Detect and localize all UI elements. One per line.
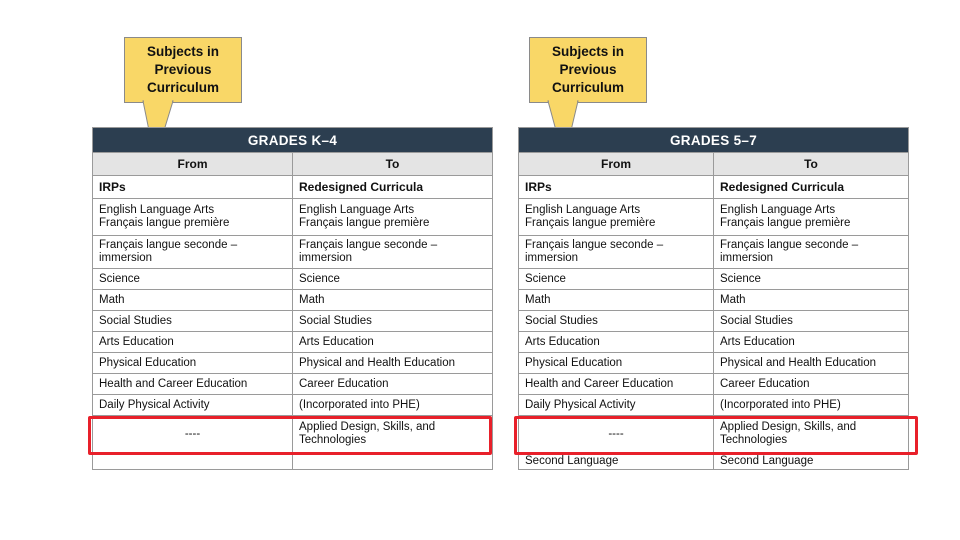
from-cell: Arts Education (519, 332, 714, 353)
to-cell (293, 199, 493, 236)
to-cell: Math (293, 290, 493, 311)
table-row (519, 353, 909, 374)
cell-line: Français langue seconde – (720, 239, 859, 251)
from-cell: Health and Career Education (519, 374, 714, 395)
cell-line: English Language Arts (525, 204, 641, 216)
table-row (93, 290, 493, 311)
from-cell: Social Studies (93, 311, 293, 332)
grades-k4-table (92, 127, 493, 470)
to-cell (714, 236, 909, 269)
to-cell: Math (714, 290, 909, 311)
table-row (519, 269, 909, 290)
table-row (93, 332, 493, 353)
to-column-header: To (293, 153, 493, 176)
from-cell: Science (519, 269, 714, 290)
to-cell: Career Education (714, 374, 909, 395)
table-row (93, 199, 493, 236)
table-row (93, 353, 493, 374)
to-cell: Social Studies (293, 311, 493, 332)
cell-line: Français langue première (299, 217, 430, 229)
to-cell: (Incorporated into PHE) (714, 395, 909, 416)
cell-line: immersion (720, 252, 774, 264)
callout-line: Previous (154, 62, 212, 77)
from-cell: Arts Education (93, 332, 293, 353)
cell-line: Applied Design, Skills, and (720, 421, 857, 433)
callout-previous-curriculum-k4 (124, 37, 242, 103)
from-cell: Physical Education (93, 353, 293, 374)
cell-line: English Language Arts (299, 204, 415, 216)
cell-line: English Language Arts (720, 204, 836, 216)
callout-line: Subjects in (551, 44, 624, 59)
callout-line: Subjects in (146, 44, 219, 59)
from-cell: Daily Physical Activity (519, 395, 714, 416)
from-cell: Social Studies (519, 311, 714, 332)
to-cell: Second Language (714, 453, 909, 470)
callout-line: Curriculum (146, 80, 219, 95)
callout-previous-curriculum-57 (529, 37, 647, 103)
table-row (519, 290, 909, 311)
cell-line: Français langue première (720, 217, 851, 229)
to-column-header: To (714, 153, 909, 176)
from-column-header: From (519, 153, 714, 176)
cell-line: Français langue seconde – (299, 239, 438, 251)
callout-line: Curriculum (551, 80, 624, 95)
from-cell: Daily Physical Activity (93, 395, 293, 416)
from-cell: Science (93, 269, 293, 290)
from-cell (93, 199, 293, 236)
table-row (93, 269, 493, 290)
from-cell (93, 236, 293, 269)
from-cell (519, 199, 714, 236)
to-subheader: Redesigned Curricula (293, 176, 493, 199)
to-cell (714, 199, 909, 236)
cell-line: Français langue seconde – (525, 239, 664, 251)
from-cell (93, 453, 293, 470)
table-row (93, 311, 493, 332)
cell-line: immersion (525, 252, 579, 264)
to-cell: Science (293, 269, 493, 290)
to-cell: Physical and Health Education (714, 353, 909, 374)
table-row (93, 374, 493, 395)
to-cell: Arts Education (293, 332, 493, 353)
callout-line: Previous (559, 62, 617, 77)
from-cell: ---- (93, 416, 293, 453)
cell-line: English Language Arts (99, 204, 215, 216)
to-cell: Physical and Health Education (293, 353, 493, 374)
table-row (519, 311, 909, 332)
cell-line: Applied Design, Skills, and (299, 421, 436, 433)
to-cell (714, 416, 909, 453)
to-subheader: Redesigned Curricula (714, 176, 909, 199)
table-row-highlighted (519, 416, 909, 453)
to-cell (293, 236, 493, 269)
to-cell (293, 453, 493, 470)
from-cell: Health and Career Education (93, 374, 293, 395)
table-row-highlighted (93, 416, 493, 453)
from-cell: ---- (519, 416, 714, 453)
to-cell: (Incorporated into PHE) (293, 395, 493, 416)
table-row (519, 236, 909, 269)
from-subheader: IRPs (93, 176, 293, 199)
table-row (519, 374, 909, 395)
from-cell: Math (93, 290, 293, 311)
to-cell: Arts Education (714, 332, 909, 353)
from-cell: Second Language (519, 453, 714, 470)
from-subheader: IRPs (519, 176, 714, 199)
table-row (93, 453, 493, 470)
to-cell (293, 416, 493, 453)
table-title: GRADES 5–7 (519, 128, 909, 153)
grades-57-table (518, 127, 909, 470)
cell-line: Français langue seconde – (99, 239, 238, 251)
table-row (93, 395, 493, 416)
from-column-header: From (93, 153, 293, 176)
table-row (519, 453, 909, 470)
cell-line: Technologies (299, 434, 367, 446)
table-row (93, 236, 493, 269)
from-cell: Physical Education (519, 353, 714, 374)
cell-line: immersion (299, 252, 353, 264)
table-row (519, 395, 909, 416)
table-title: GRADES K–4 (93, 128, 493, 153)
cell-line: Français langue première (525, 217, 656, 229)
cell-line: immersion (99, 252, 153, 264)
to-cell: Science (714, 269, 909, 290)
cell-line: Français langue première (99, 217, 230, 229)
to-cell: Career Education (293, 374, 493, 395)
table-row (519, 332, 909, 353)
to-cell: Social Studies (714, 311, 909, 332)
from-cell: Math (519, 290, 714, 311)
cell-line: Technologies (720, 434, 788, 446)
from-cell (519, 236, 714, 269)
table-row (519, 199, 909, 236)
